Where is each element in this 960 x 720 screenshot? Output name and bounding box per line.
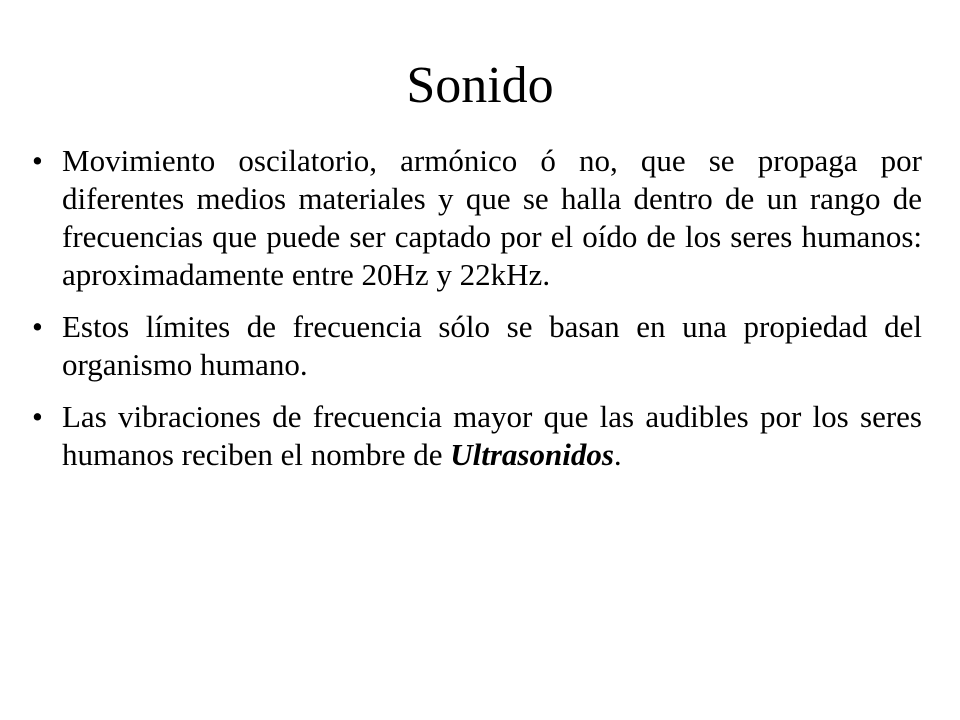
bullet-marker: • bbox=[32, 399, 43, 434]
bullet-marker: • bbox=[32, 309, 43, 344]
slide-title: Sonido bbox=[406, 57, 554, 114]
bullet-text: Estos límites de frecuencia sólo se basan en una propiedad del organismo humano. bbox=[62, 309, 922, 382]
bullet-text-after: . bbox=[613, 437, 622, 472]
bullet-item bbox=[32, 142, 922, 294]
bullet-text: Movimiento oscilatorio, armónico ó no, que se propaga por diferentes medios materiales y que se halla dentro de un rango de frecuencias que puede ser captado por el oído de los seres humanos: aproximadamente entre 20Hz y 22kHz. bbox=[62, 143, 922, 292]
bullet-text-before: Las vibraciones de frecuencia mayor que las audibles por los seres humanos reciben el nombre de bbox=[62, 399, 922, 472]
bullet-marker: • bbox=[32, 143, 43, 178]
bullet-item bbox=[32, 398, 922, 474]
emphasized-term: Ultrasonidos bbox=[450, 437, 614, 472]
bullet-list bbox=[32, 142, 922, 488]
bullet-text bbox=[62, 398, 922, 474]
bullet-item bbox=[32, 308, 922, 384]
